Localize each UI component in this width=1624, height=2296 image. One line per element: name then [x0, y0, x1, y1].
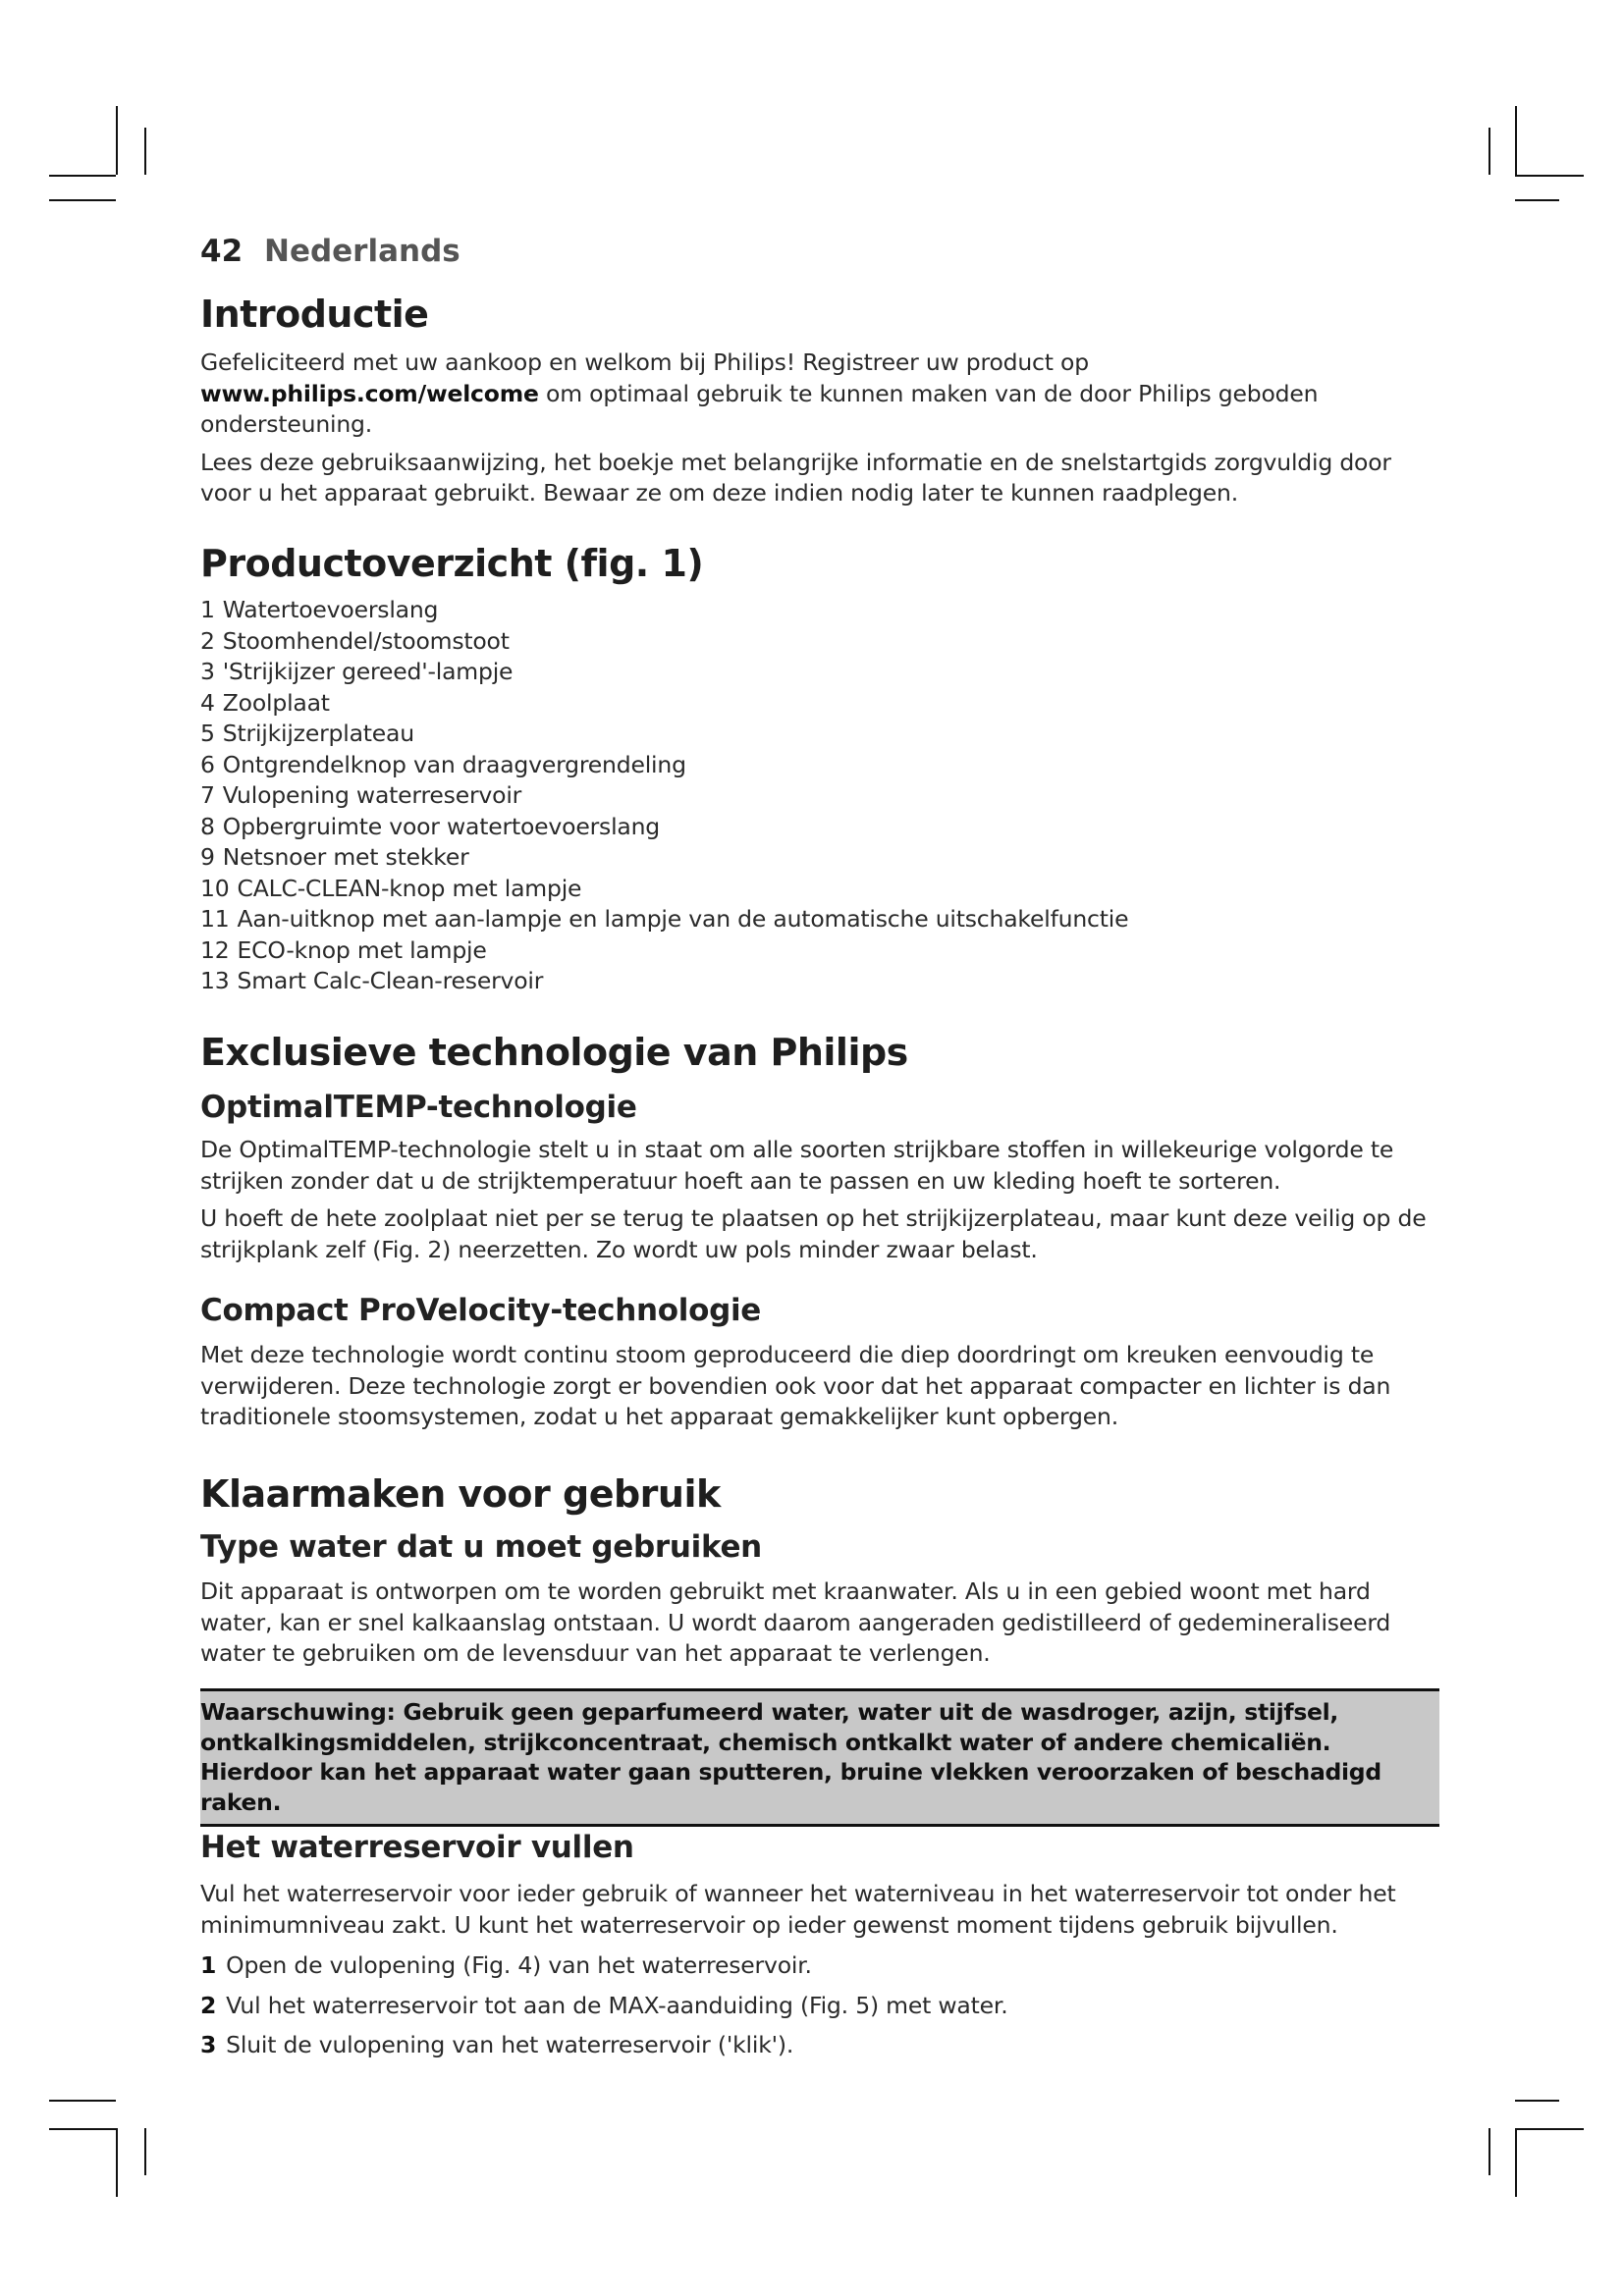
item-label: CALC-CLEAN-knop met lampje [237, 874, 582, 902]
optimaltemp-paragraph-2: U hoeft de hete zoolplaat niet per se terug te plaatsen op het strijkijzerplateau, maar kunt deze veilig op de strijkplank zelf (Fig. 2) neerzetten. Zo wordt uw pols minder zwaar belast. [200, 1204, 1427, 1263]
list-item [200, 688, 1439, 720]
provelocity-paragraph: Met deze technologie wordt continu stoom geproduceerd die diep doordringt om kreuken eenvoudig te verwijderen. Deze technologie zorgt er bovendien ook voor dat het apparaat compacter en lichter is dan traditionele stoomsystemen, zodat u het apparaat gemakkelijker kunt opbergen. [200, 1341, 1391, 1430]
list-item [200, 842, 1439, 874]
list-item [200, 657, 1439, 688]
fill-steps-list [200, 1950, 1439, 2061]
page-language: Nederlands [264, 234, 460, 269]
item-label: Strijkijzerplateau [222, 720, 414, 747]
fill-title: Het waterreservoir vullen [200, 1830, 634, 1865]
list-item [200, 935, 1439, 967]
item-number: 1 [200, 596, 215, 623]
philips-welcome-link[interactable]: www.philips.com/welcome [200, 379, 539, 407]
item-number: 11 [200, 905, 230, 933]
intro-paragraph-2: Lees deze gebruiksaanwijzing, het boekje met belangrijke informatie en de snelstartgids zorgvuldig door voor u het apparaat gebruikt. Bewaar ze om deze indien nodig later te kunnen raadplegen. [200, 448, 1391, 507]
fill-section [200, 1830, 1439, 2070]
exclusive-section [200, 1031, 1439, 1433]
list-item [200, 874, 1439, 905]
intro-p1-text: Gefeliciteerd met uw aankoop en welkom bij Philips! Registreer uw product op [200, 348, 1089, 376]
item-label: Smart Calc-Clean-reservoir [237, 967, 544, 994]
prepare-title: Klaarmaken voor gebruik [200, 1472, 721, 1516]
exclusive-title: Exclusieve technologie van Philips [200, 1031, 908, 1074]
list-item [200, 1991, 1439, 2022]
overview-section [200, 542, 1439, 997]
list-item [200, 1950, 1439, 1982]
item-number: 3 [200, 658, 215, 685]
water-type-paragraph: Dit apparaat is ontworpen om te worden gebruikt met kraanwater. Als u in een gebied woont met hard water, kan er snel kalkaanslag ontstaan. U wordt daarom aangeraden gedistilleerd of gedemineraliseerd water te gebruiken om de levensduur van het apparaat te verlengen. [200, 1577, 1391, 1667]
item-number: 13 [200, 967, 230, 994]
item-label: Watertoevoerslang [222, 596, 439, 623]
item-label: Stoomhendel/stoomstoot [222, 626, 510, 655]
item-number: 4 [200, 688, 215, 717]
item-number: 8 [200, 812, 215, 840]
overview-title: Productoverzicht (fig. 1) [200, 542, 704, 585]
fill-paragraph: Vul het waterreservoir voor ieder gebruik of wanneer het waterniveau in het waterreservoir tot onder het minimumniveau zakt. U kunt het waterreservoir op ieder gewenst moment tijdens gebruik bijvullen. [200, 1880, 1396, 1939]
optimaltemp-paragraph-1: De OptimalTEMP-technologie stelt u in staat om alle soorten strijkbare stoffen in willekeurige volgorde te strijken zonder dat u de strijktemperatuur hoeft aan te passen en uw kleding hoeft te sorteren. [200, 1136, 1394, 1195]
item-number: 6 [200, 750, 215, 778]
list-item [200, 750, 1439, 781]
list-item [200, 966, 1439, 997]
intro-p1-text-cont: om optimaal gebruik te kunnen maken van de door Philips geboden ondersteuning. [200, 379, 1319, 438]
list-item [200, 2030, 1439, 2061]
warning-box: Waarschuwing: Gebruik geen geparfumeerd water, water uit de wasdroger, azijn, stijfsel, ontkalkingsmiddelen, strijkconcentraat, chemisch ontkalkt water of andere chemicaliën. Hierdoor kan het apparaat water gaan sputteren, bruine vlekken veroorzaken of beschadigd raken. [200, 1688, 1439, 1827]
list-item [200, 719, 1439, 750]
item-number: 2 [200, 626, 215, 655]
step-number: 3 [200, 2031, 217, 2058]
step-text: Sluit de vulopening van het waterreservoir ('klik'). [226, 2031, 794, 2058]
item-label: Aan-uitknop met aan-lampje en lampje van de automatische uitschakelfunctie [237, 905, 1129, 933]
item-number: 12 [200, 935, 230, 964]
list-item [200, 780, 1439, 812]
item-label: Opbergruimte voor watertoevoerslang [222, 812, 661, 840]
parts-list [200, 595, 1439, 997]
item-number: 10 [200, 874, 230, 902]
step-number: 1 [200, 1951, 217, 1979]
item-label: Zoolplaat [222, 688, 330, 717]
step-number: 2 [200, 1991, 217, 2019]
list-item [200, 595, 1439, 626]
intro-paragraph-1 [200, 347, 1439, 441]
item-label: Netsnoer met stekker [222, 843, 469, 871]
item-label: 'Strijkijzer gereed'-lampje [222, 658, 514, 685]
page-number: 42 [200, 234, 244, 269]
intro-title: Introductie [200, 293, 429, 336]
intro-section [200, 293, 1439, 509]
optimaltemp-title: OptimalTEMP-technologie [200, 1090, 637, 1125]
item-number: 5 [200, 720, 215, 747]
list-item [200, 626, 1439, 658]
page-header [200, 234, 460, 269]
item-label: Ontgrendelknop van draagvergrendeling [222, 750, 686, 778]
item-number: 7 [200, 781, 215, 809]
item-number: 9 [200, 843, 215, 871]
item-label: ECO-knop met lampje [237, 935, 487, 964]
step-text: Open de vulopening (Fig. 4) van het waterreservoir. [226, 1951, 812, 1979]
list-item [200, 812, 1439, 843]
list-item [200, 904, 1439, 935]
item-label: Vulopening waterreservoir [222, 781, 522, 809]
step-text: Vul het waterreservoir tot aan de MAX-aanduiding (Fig. 5) met water. [226, 1991, 1008, 2019]
provelocity-title: Compact ProVelocity-technologie [200, 1293, 762, 1328]
water-type-title: Type water dat u moet gebruiken [200, 1529, 762, 1565]
prepare-section [200, 1472, 1439, 1670]
